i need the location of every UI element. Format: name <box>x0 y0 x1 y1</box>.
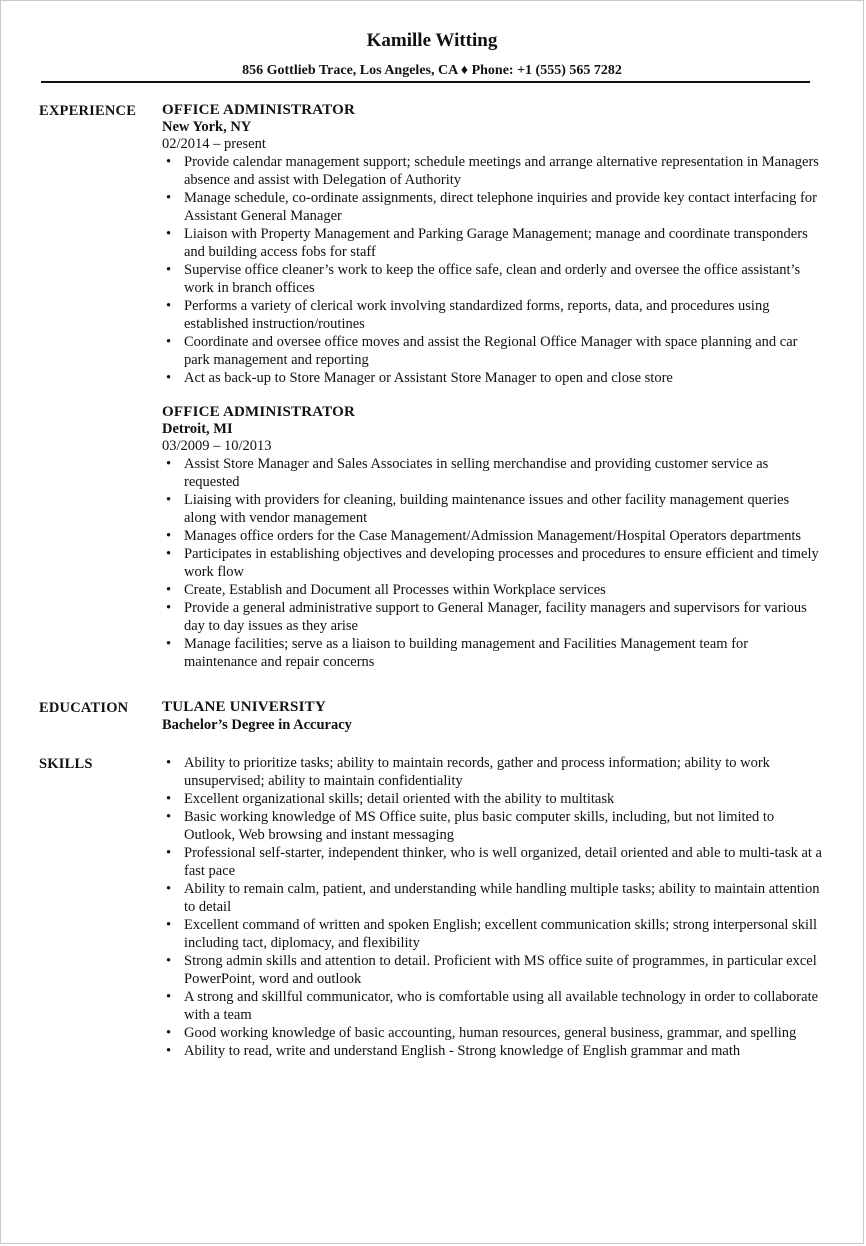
skill-item: • Ability to prioritize tasks; ability to maintain records, gather and process information; ability to work unsupervised; ability to maintain confidentiality <box>162 754 822 790</box>
section-heading-education: EDUCATION <box>39 700 129 716</box>
skill-item: • Excellent command of written and spoken English; excellent communication skills; strong interpersonal skill including tact, diplomacy, and flexibility <box>162 916 822 952</box>
skill-item: • Basic working knowledge of MS Office suite, plus basic computer skills, including, but not limited to Outlook, Web browsing and instant messaging <box>162 808 822 844</box>
job-title: OFFICE ADMINISTRATOR <box>162 102 356 118</box>
skill-item: • Professional self-starter, independent thinker, who is well organized, detail oriented and able to multi-task at a fast pace <box>162 844 822 880</box>
section-heading-skills: SKILLS <box>39 756 93 772</box>
job-duty: • Liaising with providers for cleaning, building maintenance issues and other facility management queries along with vendor management <box>162 491 822 527</box>
job-duty: • Act as back-up to Store Manager or Assistant Store Manager to open and close store <box>162 369 822 387</box>
skill-item: • Ability to read, write and understand English - Strong knowledge of English grammar and math <box>162 1042 822 1060</box>
job-duties <box>162 153 822 387</box>
skills-list <box>162 754 822 1060</box>
skill-item: • Strong admin skills and attention to detail. Proficient with MS office suite of programmes, in particular excel PowerPoint, word and outlook <box>162 952 822 988</box>
job-location: Detroit, MI <box>162 421 233 437</box>
skills-body <box>162 754 822 1060</box>
experience-body <box>162 101 822 671</box>
job-duty: • Provide a general administrative support to General Manager, facility managers and supervisors for various day to day issues as they arise <box>162 599 822 635</box>
skill-item: • Ability to remain calm, patient, and understanding while handling multiple tasks; ability to maintain attention to detail <box>162 880 822 916</box>
job-duty: • Manage schedule, co-ordinate assignments, direct telephone inquiries and provide key contact interfacing for Assistant General Manager <box>162 189 822 225</box>
experience-section <box>1 101 865 671</box>
section-heading-experience: EXPERIENCE <box>39 103 137 119</box>
contact-line: 856 Gottlieb Trace, Los Angeles, CA ♦ Phone: +1 (555) 565 7282 <box>242 63 622 78</box>
job-duty: • Supervise office cleaner’s work to keep the office safe, clean and orderly and oversee the office assistant’s work in branch offices <box>162 261 822 297</box>
job-duty: • Coordinate and oversee office moves and assist the Regional Office Manager with space planning and car park management and reporting <box>162 333 822 369</box>
skill-item: • Good working knowledge of basic accounting, human resources, general business, grammar, and spelling <box>162 1024 822 1042</box>
job-duty: • Assist Store Manager and Sales Associates in selling merchandise and providing customer service as requested <box>162 455 822 491</box>
job-entry <box>162 403 822 671</box>
job-dates: 02/2014 – present <box>162 136 266 152</box>
job-duties <box>162 455 822 671</box>
school-name: TULANE UNIVERSITY <box>162 699 326 715</box>
degree: Bachelor’s Degree in Accuracy <box>162 717 352 733</box>
skill-item: • Excellent organizational skills; detail oriented with the ability to multitask <box>162 790 822 808</box>
resume-content <box>1 101 865 1060</box>
candidate-name: Kamille Witting <box>366 30 498 51</box>
job-duty: • Manages office orders for the Case Management/Admission Management/Hospital Operators departments <box>162 527 822 545</box>
job-duty: • Liaison with Property Management and Parking Garage Management; manage and coordinate transponders and building access fobs for staff <box>162 225 822 261</box>
job-duty: • Provide calendar management support; schedule meetings and arrange alternative representation in Managers absence and assist with Delegation of Authority <box>162 153 822 189</box>
job-duty: • Create, Establish and Document all Processes within Workplace services <box>162 581 822 599</box>
job-location: New York, NY <box>162 119 252 135</box>
job-dates: 03/2009 – 10/2013 <box>162 438 272 454</box>
education-section <box>1 698 865 734</box>
header-divider <box>41 81 810 83</box>
job-entry <box>162 101 822 387</box>
job-duty: • Manage facilities; serve as a liaison to building management and Facilities Management team for maintenance and repair concerns <box>162 635 822 671</box>
education-body <box>162 698 822 734</box>
job-duty: • Participates in establishing objectives and developing processes and procedures to ensure efficient and timely work flow <box>162 545 822 581</box>
skill-item: • A strong and skillful communicator, who is comfortable using all available technology in order to collaborate with a team <box>162 988 822 1024</box>
skills-section <box>1 754 865 1060</box>
job-duty: • Performs a variety of clerical work involving standardized forms, reports, data, and procedures using established instruction/routines <box>162 297 822 333</box>
job-title: OFFICE ADMINISTRATOR <box>162 404 356 420</box>
